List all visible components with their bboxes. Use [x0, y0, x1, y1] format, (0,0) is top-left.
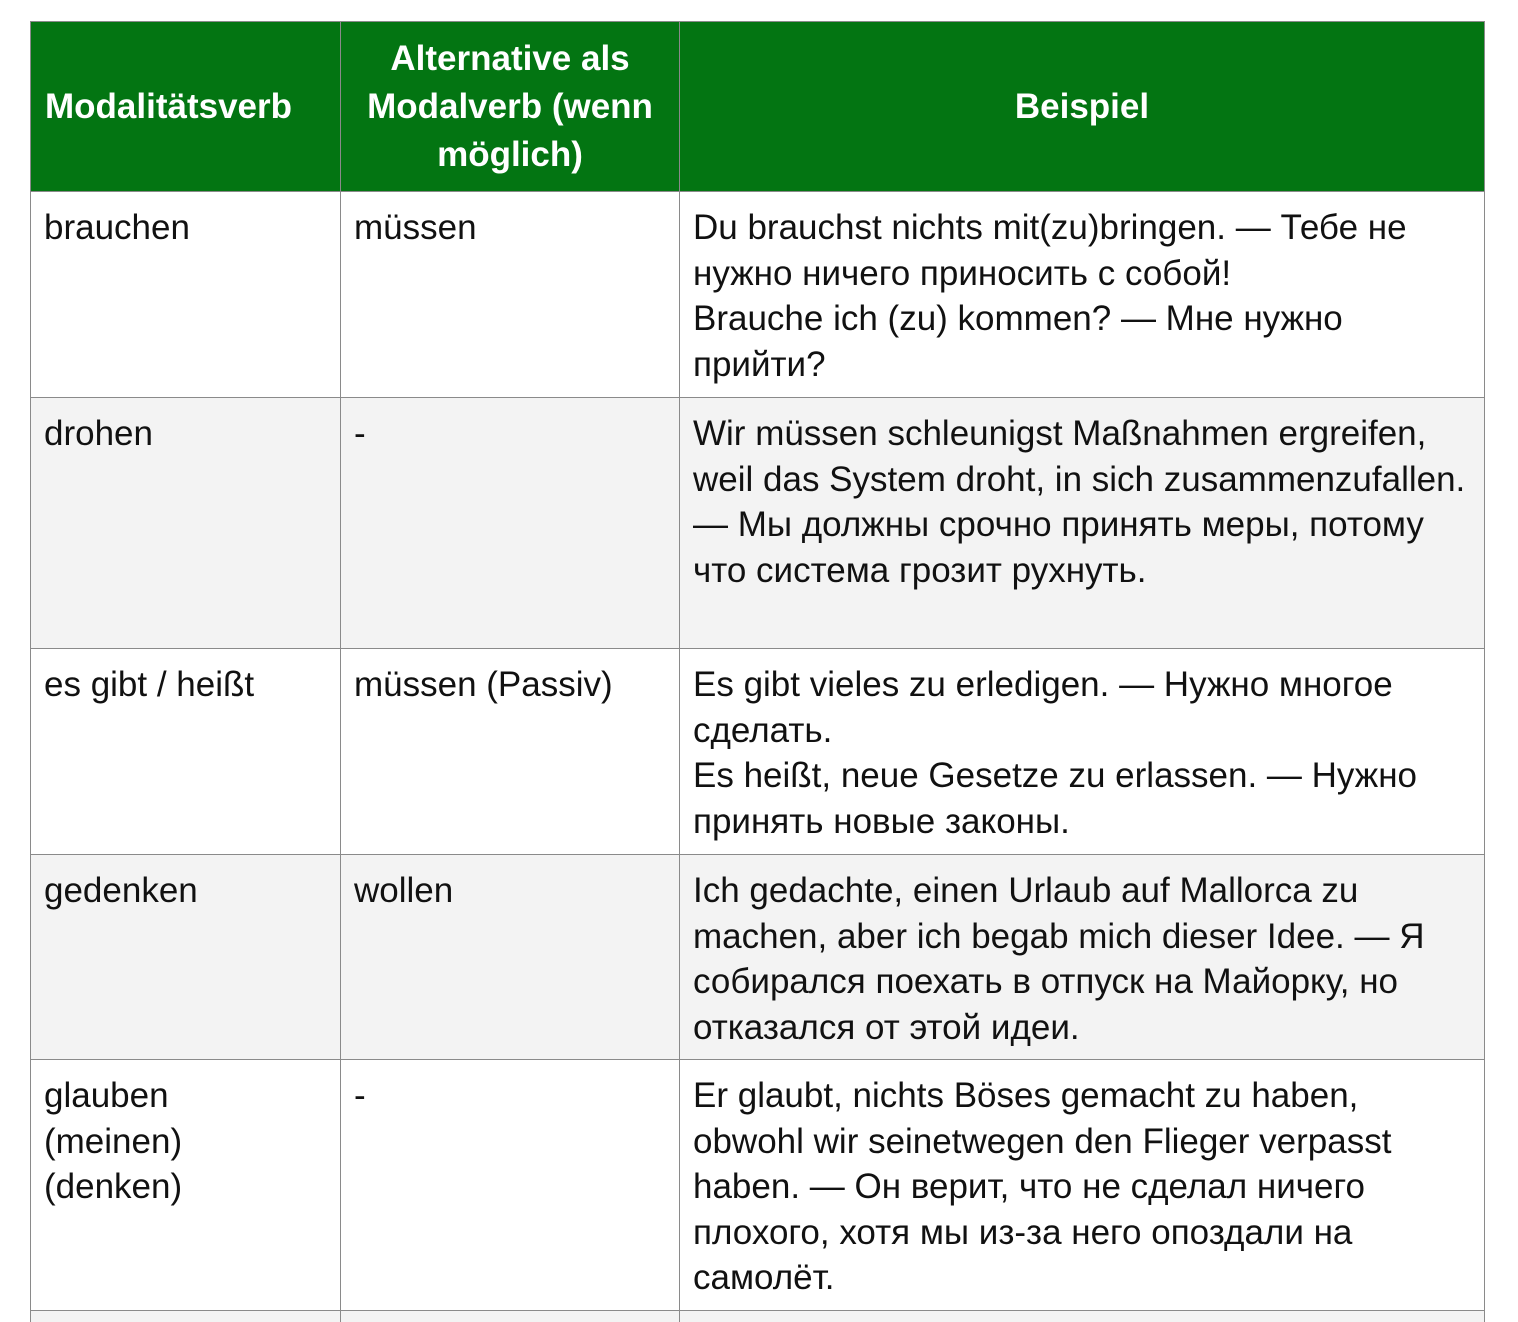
cell-verb: glauben (meinen) (denken) — [31, 1060, 341, 1311]
table-row — [31, 398, 1485, 649]
cell-empty — [341, 1311, 680, 1322]
cell-verb: brauchen — [31, 192, 341, 398]
cell-verb: drohen — [31, 398, 341, 649]
cell-example: Wir müssen schleunigst Maßnahmen ergreifen, weil das System droht, in sich zusammenzufallen. — Мы должны срочно принять меры, потому что система грозит рухнуть. — [680, 398, 1485, 649]
cell-alternative: - — [341, 1060, 680, 1311]
table-row — [31, 649, 1485, 855]
cell-verb: gedenken — [31, 855, 341, 1060]
cell-alternative: wollen — [341, 855, 680, 1060]
cell-alternative: müssen (Passiv) — [341, 649, 680, 855]
table-body — [31, 192, 1485, 1322]
cell-example: Du brauchst nichts mit(zu)bringen. — Тебе не нужно ничего приносить с собой! Brauche ich (zu) kommen? — Мне нужно прийти? — [680, 192, 1485, 398]
cell-verb: es gibt / heißt — [31, 649, 341, 855]
header-modalitaetsverb: Modalitätsverb — [31, 22, 341, 192]
header-alternative: Alternative als Modalverb (wenn möglich) — [341, 22, 680, 192]
header-row — [31, 22, 1485, 192]
table-row — [31, 1060, 1485, 1311]
cell-example: Er glaubt, nichts Böses gemacht zu haben, obwohl wir seinetwegen den Flieger verpasst haben. — Он верит, что не сделал ничего плохого, хотя мы из-за него опоздали на самолёт. — [680, 1060, 1485, 1311]
cell-empty — [31, 1311, 341, 1322]
cell-example: Es gibt vieles zu erledigen. — Нужно многое сделать. Es heißt, neue Gesetze zu erlassen. — Нужно принять новые законы. — [680, 649, 1485, 855]
table-header — [31, 22, 1485, 192]
modal-verbs-table — [30, 21, 1485, 1322]
cell-alternative: müssen — [341, 192, 680, 398]
cell-example: Ich gedachte, einen Urlaub auf Mallorca zu machen, aber ich begab mich dieser Idee. — Я собирался поехать в отпуск на Майорку, но отказался от этой идеи. — [680, 855, 1485, 1060]
table-row-cut-off — [31, 1311, 1485, 1322]
header-beispiel: Beispiel — [680, 22, 1485, 192]
table-row — [31, 192, 1485, 398]
table-row — [31, 855, 1485, 1060]
cell-alternative: - — [341, 398, 680, 649]
cell-empty — [680, 1311, 1485, 1322]
